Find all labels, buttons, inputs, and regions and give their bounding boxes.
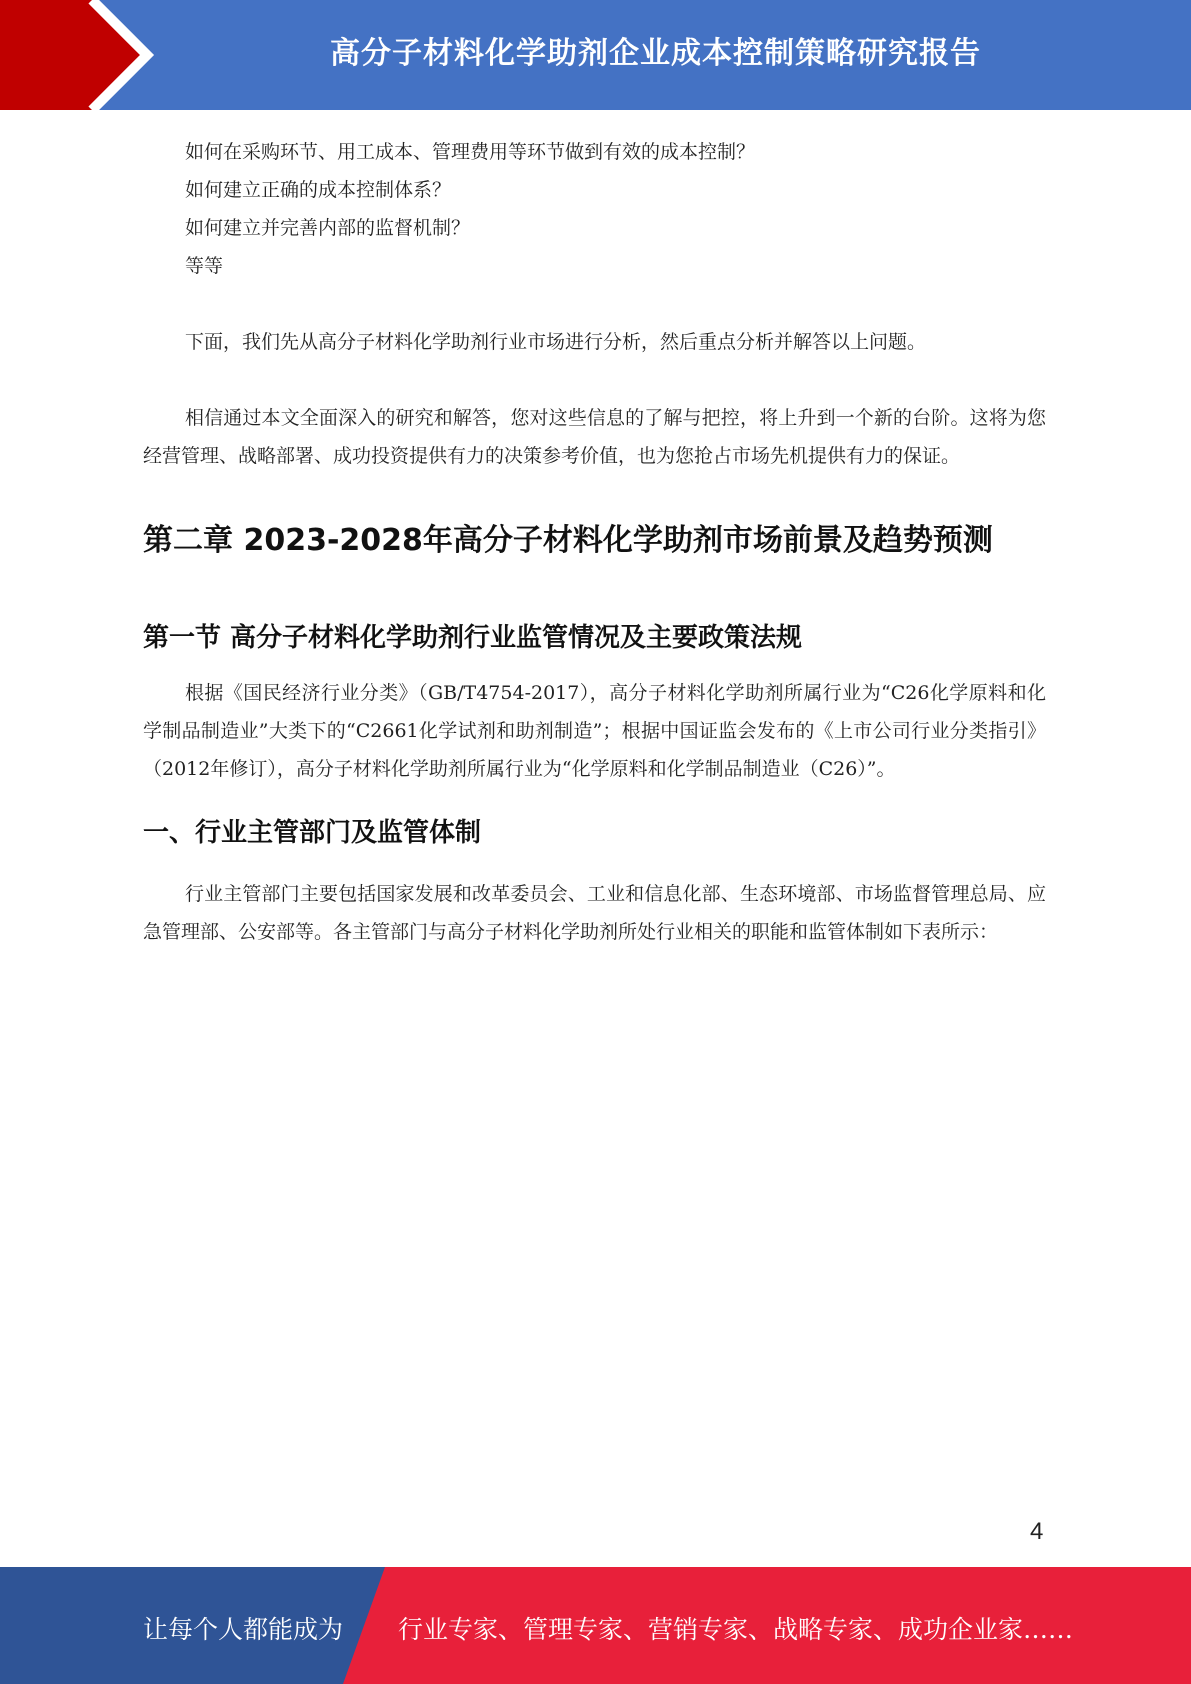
question-item: 如何建立正确的成本控制体系？ bbox=[185, 179, 452, 201]
question-list bbox=[143, 133, 1046, 285]
footer-slogan-right: 行业专家、管理专家、营销专家、战略专家、成功企业家…… bbox=[398, 1615, 1074, 1644]
header-banner bbox=[0, 0, 1191, 110]
question-item: 等等 bbox=[185, 255, 224, 277]
chapter-title: 第二章 2023-2028年高分子材料化学助剂市场前景及趋势预测 bbox=[143, 523, 993, 558]
section-paragraph: 根据《国民经济行业分类》（GB/T4754-2017），高分子材料化学助剂所属行业为“C26化学原料和化学制品制造业”大类下的“C2661化学试剂和助剂制造”；根据中国证监会发布的《上市公司行业分类指引》（2012年修订），高分子材料化学助剂所属行业为“化学原料和化学制品制造业（C26）”。 bbox=[143, 682, 1046, 780]
intro-paragraph-1: 下面，我们先从高分子材料化学助剂行业市场进行分析，然后重点分析并解答以上问题。 bbox=[185, 331, 927, 353]
footer-slogan-left: 让每个人都能成为 bbox=[143, 1615, 344, 1644]
subsection-paragraph: 行业主管部门主要包括国家发展和改革委员会、工业和信息化部、生态环境部、市场监督管理总局、应急管理部、公安部等。各主管部门与高分子材料化学助剂所处行业相关的职能和监管体制如下表所示： bbox=[143, 883, 1046, 943]
section-title: 第一节 高分子材料化学助剂行业监管情况及主要政策法规 bbox=[143, 623, 803, 653]
report-title: 高分子材料化学助剂企业成本控制策略研究报告 bbox=[330, 36, 981, 71]
page-content bbox=[143, 133, 1046, 951]
intro-paragraph-2: 相信通过本文全面深入的研究和解答，您对这些信息的了解与把控，将上升到一个新的台阶。这将为您经营管理、战略部署、成功投资提供有力的决策参考价值，也为您抢占市场先机提供有力的保证。 bbox=[143, 407, 1046, 467]
question-item: 如何建立并完善内部的监督机制？ bbox=[185, 217, 471, 239]
subsection-title: 一、行业主管部门及监管体制 bbox=[143, 818, 482, 848]
question-item: 如何在采购环节、用工成本、管理费用等环节做到有效的成本控制？ bbox=[185, 141, 756, 163]
footer-banner bbox=[0, 1567, 1191, 1684]
page-number: 4 bbox=[1030, 1518, 1044, 1545]
